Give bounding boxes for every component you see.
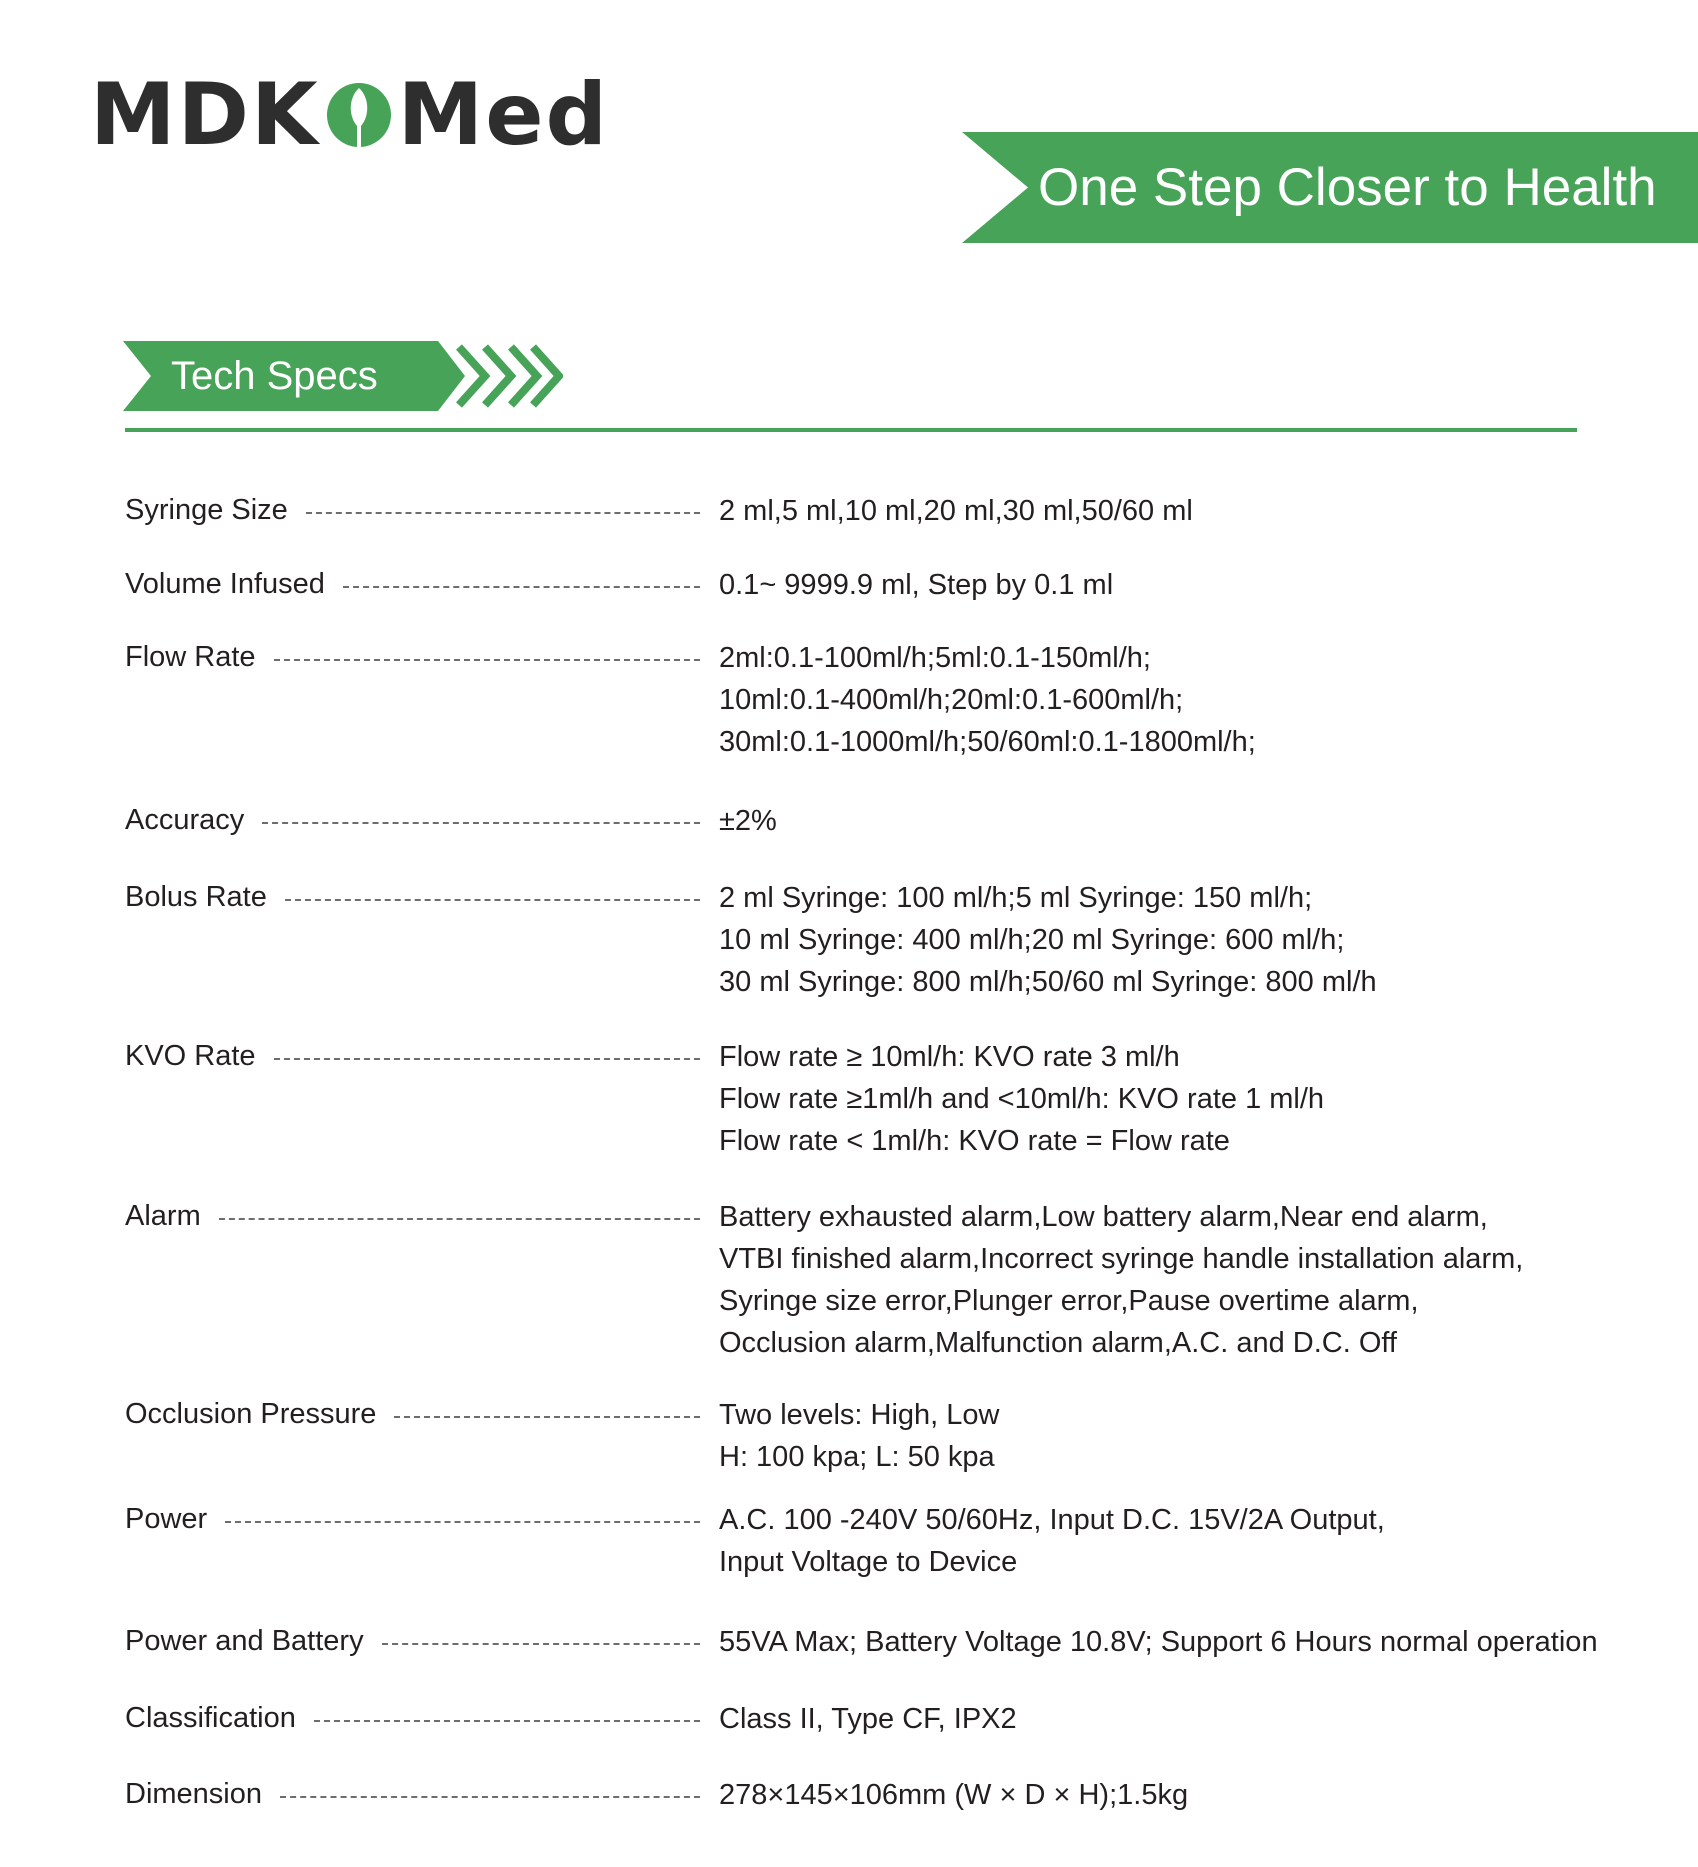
section-title-badge: [123, 341, 563, 411]
section-divider: [125, 428, 1577, 432]
dash-leader: [382, 1643, 700, 1645]
spec-value: 2 ml Syringe: 100 ml/h;5 ml Syringe: 150 ml/h; 10 ml Syringe: 400 ml/h;20 ml Syringe: 600 ml/h; 30 ml Syringe: 800 ml/h;50/60 ml Syringe: 800 ml/h: [719, 882, 1377, 998]
dash-leader: [285, 899, 700, 901]
spec-label: Occlusion Pressure: [125, 1398, 377, 1430]
spec-value: 55VA Max; Battery Voltage 10.8V; Support 6 Hours normal operation: [719, 1626, 1598, 1658]
slogan-banner: [962, 132, 1698, 243]
spec-label: Power: [125, 1503, 208, 1535]
spec-value: 0.1~ 9999.9 ml, Step by 0.1 ml: [719, 569, 1114, 601]
spec-value: Class II, Type CF, IPX2: [719, 1703, 1017, 1735]
brand-logo: [90, 65, 610, 165]
spec-label: Syringe Size: [125, 494, 288, 526]
spec-label: Power and Battery: [125, 1625, 364, 1657]
spec-label: Flow Rate: [125, 641, 256, 673]
logo-text-right: Med: [397, 65, 610, 165]
spec-value: ±2%: [719, 805, 777, 837]
dash-leader: [262, 822, 700, 824]
dash-leader: [314, 1720, 700, 1722]
spec-label: Bolus Rate: [125, 881, 267, 913]
section-title: Tech Specs: [171, 354, 378, 398]
dash-leader: [219, 1218, 700, 1220]
spec-value: Two levels: High, Low H: 100 kpa; L: 50 kpa: [719, 1399, 1000, 1473]
spec-label: Alarm: [125, 1200, 201, 1232]
spec-label: Dimension: [125, 1778, 262, 1810]
spec-value: 2 ml,5 ml,10 ml,20 ml,30 ml,50/60 ml: [719, 495, 1193, 527]
logo-text-left: MDK: [90, 65, 320, 165]
leaf-icon: [326, 80, 392, 150]
spec-label: Volume Infused: [125, 568, 325, 600]
dash-leader: [280, 1796, 700, 1798]
dash-leader: [306, 512, 700, 514]
spec-label: Accuracy: [125, 804, 245, 836]
dash-leader: [225, 1521, 700, 1523]
spec-value: 278×145×106mm (W × D × H);1.5kg: [719, 1779, 1189, 1811]
chevron-right-icon: [459, 347, 559, 405]
dash-leader: [274, 1058, 700, 1060]
spec-value: Battery exhausted alarm,Low battery alarm,Near end alarm, VTBI finished alarm,Incorrect syringe handle installation alarm, Syringe size error,Plunger error,Pause overtime alarm, Occlusion alarm,Malfunction alarm,A.C. and D.C. Off: [719, 1201, 1524, 1359]
slogan-text: One Step Closer to Health: [1038, 158, 1657, 217]
spec-label: Classification: [125, 1702, 296, 1734]
dash-leader: [394, 1416, 700, 1418]
spec-value: A.C. 100 -240V 50/60Hz, Input D.C. 15V/2A Output, Input Voltage to Device: [719, 1504, 1385, 1578]
dash-leader: [343, 586, 700, 588]
dash-leader: [274, 659, 700, 661]
spec-value: Flow rate ≥ 10ml/h: KVO rate 3 ml/h Flow rate ≥1ml/h and <10ml/h: KVO rate 1 ml/h Flow rate < 1ml/h: KVO rate = Flow rate: [719, 1041, 1325, 1157]
spec-label: KVO Rate: [125, 1040, 256, 1072]
spec-value: 2ml:0.1-100ml/h;5ml:0.1-150ml/h; 10ml:0.1-400ml/h;20ml:0.1-600ml/h; 30ml:0.1-1000ml/h;50/60ml:0.1-1800ml/h;: [719, 642, 1256, 758]
